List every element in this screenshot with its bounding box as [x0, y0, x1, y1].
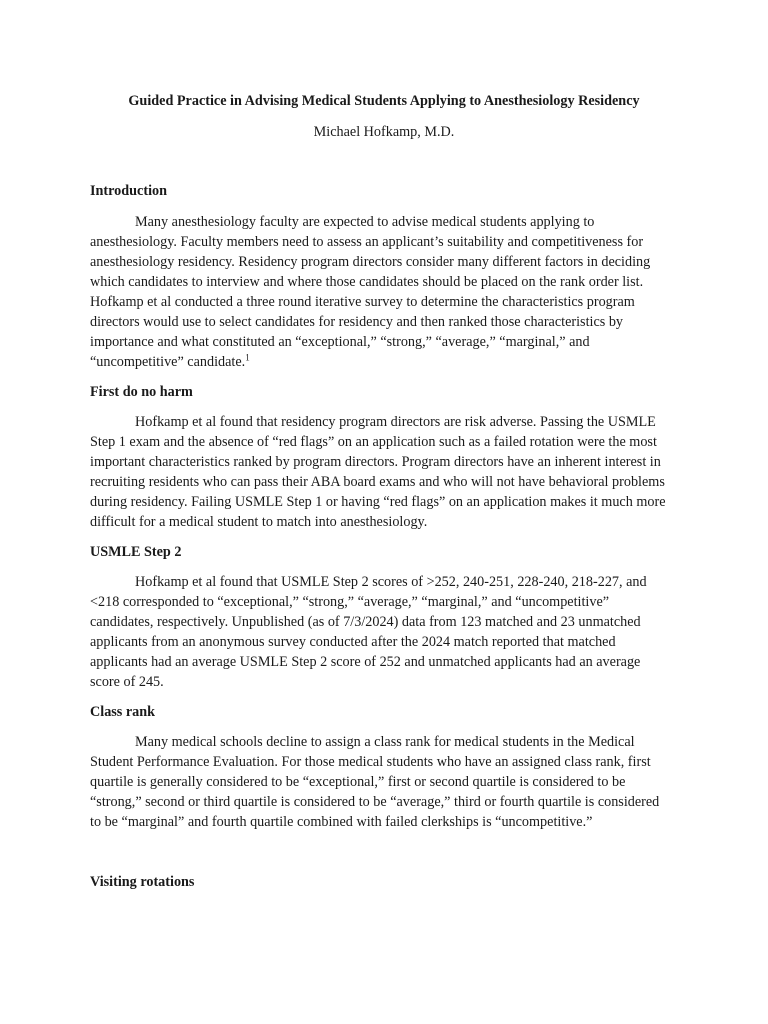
paragraph-line: during residency. Failing USMLE Step 1 or having “red flags” on an application makes it much more	[90, 494, 666, 510]
paragraph-usmle-step-2	[90, 572, 690, 692]
paragraph-line: which candidates to interview and where those candidates should be placed on the rank order list.	[90, 274, 644, 290]
paragraph-line-text: “uncompetitive” candidate.	[90, 354, 246, 370]
paragraph-line: importance and what constituted an “exceptional,” “strong,” “average,” “marginal,” and	[90, 334, 590, 350]
paragraph-line: Hofkamp et al found that USMLE Step 2 scores of >252, 240-251, 228-240, 218-227, and	[135, 574, 647, 590]
paragraph-line: “strong,” second or third quartile is considered to be “average,” third or fourth quartile is considered	[90, 794, 660, 810]
paragraph-line: recruiting residents who can pass their ABA board exams and who will not have behavioral problems	[90, 474, 665, 490]
heading-visiting-rotations: Visiting rotations	[90, 874, 195, 890]
paragraph-line: <218 corresponded to “exceptional,” “strong,” “average,” “marginal,” and “uncompetitive”	[90, 594, 610, 610]
paragraph-introduction	[90, 212, 690, 372]
paragraph-line-last	[90, 352, 690, 372]
paragraph-first-do-no-harm	[90, 412, 690, 532]
paragraph-line: Student Performance Evaluation. For those medical students who have an assigned class rank, first	[90, 754, 651, 770]
paragraph-line: difficult for a medical student to match into anesthesiology.	[90, 514, 428, 530]
document-title: Guided Practice in Advising Medical Students Applying to Anesthesiology Residency	[128, 93, 640, 109]
paragraph-line: anesthesiology. Faculty members need to assess an applicant’s suitability and competitiveness for	[90, 234, 644, 250]
paragraph-line: Hofkamp et al found that residency program directors are risk adverse. Passing the USMLE	[135, 414, 656, 430]
heading-introduction: Introduction	[90, 183, 167, 199]
paragraph-line: applicants from an anonymous survey conducted after the 2024 match reported that matched	[90, 634, 616, 650]
paragraph-line: score of 245.	[90, 674, 164, 690]
paragraph-line: anesthesiology residency. Residency program directors consider many different factors in deciding	[90, 254, 651, 270]
heading-usmle-step-2: USMLE Step 2	[90, 544, 182, 560]
paragraph-line: Many medical schools decline to assign a class rank for medical students in the Medical	[135, 734, 635, 750]
document-author: Michael Hofkamp, M.D.	[313, 124, 455, 140]
paragraph-line: quartile is generally considered to be “exceptional,” first or second quartile is considered to be	[90, 774, 626, 790]
paragraph-line: Step 1 exam and the absence of “red flags” on an application such as a failed rotation were the most	[90, 434, 657, 450]
paragraph-line: applicants had an average USMLE Step 2 score of 252 and unmatched applicants had an average	[90, 654, 641, 670]
paragraph-class-rank	[90, 732, 690, 832]
footnote-reference: 1	[245, 352, 250, 363]
paragraph-line: directors would use to select candidates for residency and then ranked those characteristics by	[90, 314, 624, 330]
paragraph-line: important characteristics ranked by program directors. Program directors have an inherent interest in	[90, 454, 661, 470]
paragraph-line: Many anesthesiology faculty are expected to advise medical students applying to	[135, 214, 595, 230]
paragraph-line: Hofkamp et al conducted a three round iterative survey to determine the characteristics program	[90, 294, 635, 310]
paragraph-line: to be “marginal” and fourth quartile combined with failed clerkships is “uncompetitive.”	[90, 814, 593, 830]
heading-first-do-no-harm: First do no harm	[90, 384, 193, 400]
heading-class-rank: Class rank	[90, 704, 156, 720]
paragraph-line: candidates, respectively. Unpublished (as of 7/3/2024) data from 123 matched and 23 unmatched	[90, 614, 641, 630]
